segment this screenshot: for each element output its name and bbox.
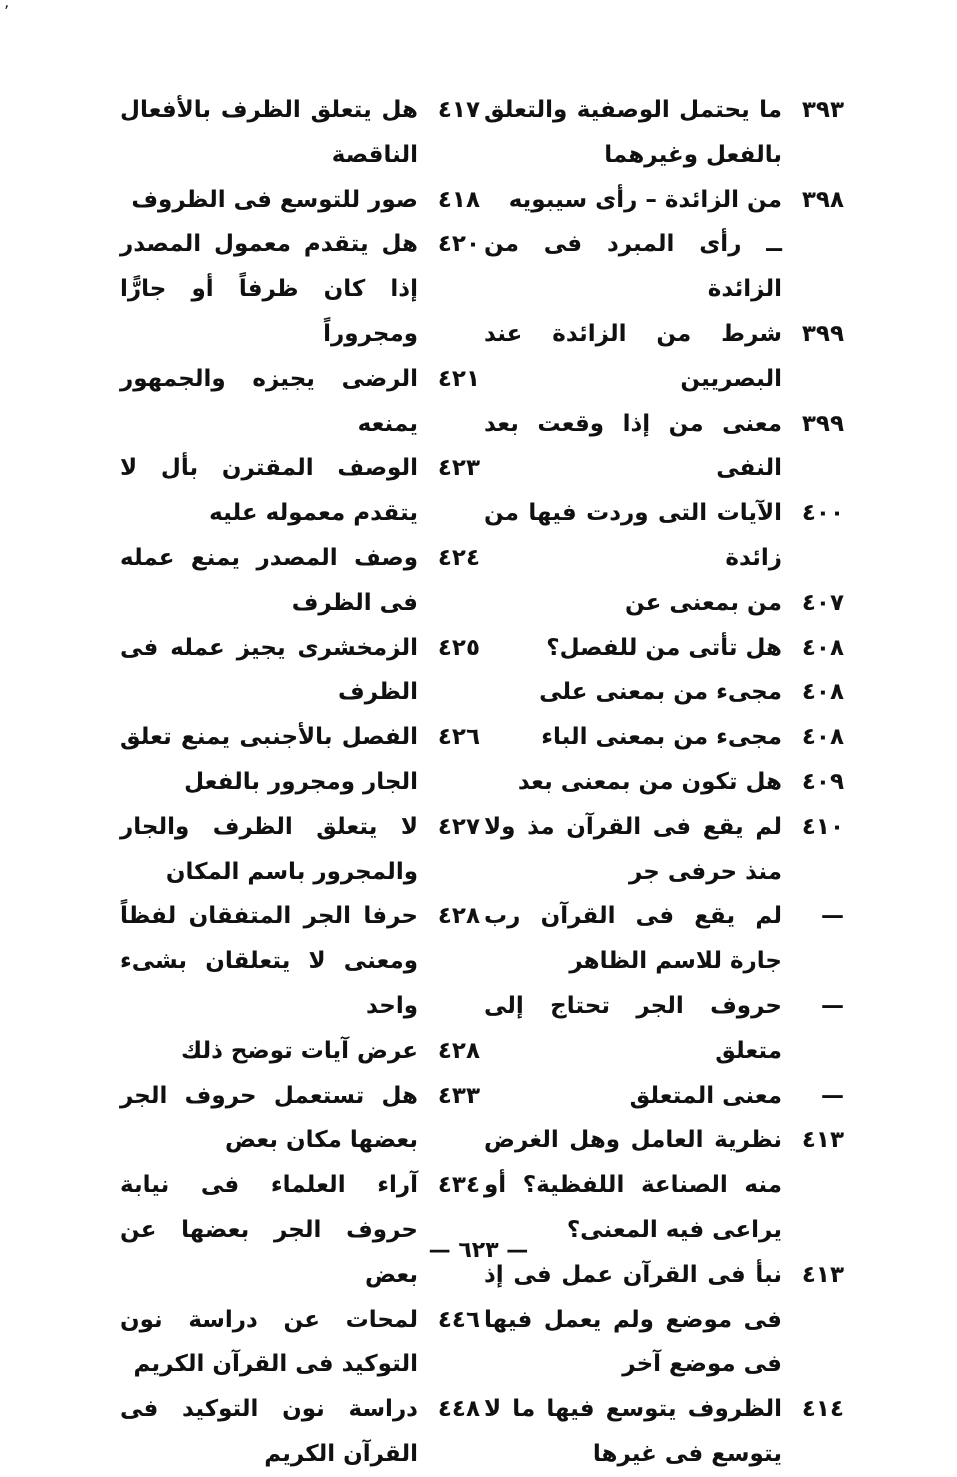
entry-title: دراسة نون التوكيد فى القرآن الكريم	[120, 1396, 418, 1467]
index-entry	[120, 1298, 480, 1388]
entry-page-number: ٣٩٩	[801, 320, 844, 347]
entry-page-number: ٤٢٣	[437, 455, 480, 482]
entry-title: الآيات التى وردت فيها من زائدة	[484, 500, 782, 571]
index-entry	[484, 626, 844, 671]
entry-page-number: ٤٣٤	[437, 1172, 480, 1199]
entry-page-number: ٤١٤	[801, 1396, 844, 1423]
entry-page-number: ٤٣٣	[437, 1082, 480, 1109]
index-entry	[120, 805, 480, 895]
entry-title: شرط من الزائدة عند البصريين	[484, 320, 782, 392]
entry-title: صور للتوسع فى الظروف	[131, 186, 418, 213]
index-entry	[120, 715, 480, 805]
entry-page-number: ٣٩٣	[801, 97, 844, 123]
entry-page-number: ٤١٠	[801, 813, 844, 840]
entry-page-number: ٤٠٧	[801, 589, 844, 616]
index-entry	[484, 760, 844, 805]
corner-mark: ʼ	[4, 2, 10, 21]
index-entry	[484, 222, 844, 312]
entry-page-number: ٤٢٨	[437, 903, 480, 930]
index-entry	[120, 1163, 480, 1297]
entry-page-number: ٤٢١	[437, 365, 480, 392]
index-entry	[484, 1074, 844, 1119]
index-entry	[120, 178, 480, 223]
entry-title: عرض آيات توضح ذلك	[181, 1037, 418, 1064]
entry-title: لا يتعلق الظرف والجار والمجرور باسم المكان	[120, 813, 418, 885]
entry-title: لم يقع فى القرآن رب جارة للاسم الظاهر	[484, 903, 782, 975]
index-entry	[484, 402, 844, 492]
index-entry	[484, 1387, 844, 1477]
index-entry	[484, 491, 844, 581]
index-entry	[484, 670, 844, 715]
entry-title: معنى المتعلق	[629, 1082, 782, 1109]
index-entry	[484, 581, 844, 626]
entry-page-number: ٤١٣	[801, 1261, 844, 1288]
entry-title: الرضى يجيزه والجمهور يمنعه	[120, 365, 418, 437]
index-entry	[120, 894, 480, 1028]
entry-page-number: ٤٢٨	[437, 1037, 480, 1064]
entry-title: آراء العلماء فى نيابة حروف الجر بعضها عن بعض	[120, 1172, 418, 1288]
entry-page-number: ٤٢٤	[437, 544, 480, 571]
index-entry	[484, 1118, 844, 1252]
entry-page-number: ٤٤٦	[437, 1306, 480, 1333]
entry-title: لمحات عن دراسة نون التوكيد فى القرآن الكريم	[120, 1306, 418, 1378]
entry-title: هل يتقدم معمول المصدر إذا كان ظرفاً أو جارًّا ومجروراً	[120, 231, 418, 347]
entry-page-number: ٣٩٨	[801, 186, 844, 213]
index-entry	[120, 1029, 480, 1074]
index-entry	[120, 222, 480, 356]
entry-title: لم يقع فى القرآن مذ ولا منذ حرفى جر	[484, 813, 782, 885]
entry-title: معنى من إذا وقعت بعد النفى	[484, 410, 782, 482]
entry-page-number: ٤٢٦	[437, 724, 480, 751]
entry-title: حرفا الجر المتفقان لفظاً ومعنى لا يتعلقان بشىء واحد	[120, 903, 418, 1019]
index-entry	[120, 446, 480, 536]
left-index-column	[120, 88, 480, 1477]
entry-page-number: —	[821, 992, 844, 1019]
entry-page-number: ٤١٨	[437, 186, 480, 213]
index-entry	[484, 805, 844, 895]
entry-title: هل يتعلق الظرف بالأفعال الناقصة	[120, 97, 418, 168]
entry-title: الفصل بالأجنبى يمنع تعلق الجار ومجرور بالفعل	[120, 724, 418, 795]
index-entry	[120, 536, 480, 626]
index-entry	[120, 626, 480, 716]
index-entry	[484, 178, 844, 223]
entry-title: ــ رأى المبرد فى من الزائدة	[484, 231, 782, 303]
entry-page-number: —	[821, 903, 844, 930]
entry-title: الوصف المقترن بأل لا يتقدم معموله عليه	[120, 455, 418, 527]
index-entry	[120, 357, 480, 447]
index-entry	[484, 88, 844, 178]
entry-page-number: ٤٢٥	[437, 634, 480, 661]
entry-title: هل تكون من بمعنى بعد	[517, 768, 782, 795]
entry-title: الزمخشرى يجيز عمله فى الظرف	[120, 634, 418, 706]
index-entry	[120, 1074, 480, 1164]
entry-title: من الزائدة – رأى سيبويه	[508, 186, 782, 213]
entry-page-number: —	[821, 1082, 844, 1109]
entry-title: وصف المصدر يمنع عمله فى الظرف	[120, 544, 418, 616]
index-entry	[484, 1253, 844, 1387]
entry-title: ما يحتمل الوصفية والتعلق بالفعل وغيرهما	[484, 97, 782, 168]
entry-page-number: ٤١٣	[801, 1127, 844, 1154]
entry-page-number: ٤٠٠	[801, 500, 844, 527]
entry-page-number: ٤٠٨	[801, 724, 844, 751]
entry-title: هل تأتى من للفصل؟	[546, 634, 782, 661]
entry-page-number: ٣٩٩	[801, 410, 844, 437]
index-entry	[120, 1387, 480, 1477]
entry-page-number: ٤١٧	[437, 97, 480, 123]
entry-page-number: ٤٤٨	[437, 1396, 480, 1423]
entry-page-number: ٤٠٩	[801, 768, 844, 795]
entry-title: هل تستعمل حروف الجر بعضها مكان بعض	[120, 1082, 418, 1154]
index-entry	[484, 894, 844, 984]
entry-title: نظرية العامل وهل الغرض منه الصناعة اللفظية؟ أو يراعى فيه المعنى؟	[484, 1127, 782, 1243]
entry-page-number: ٤٢٧	[437, 813, 480, 840]
entry-page-number: ٤٠٨	[801, 634, 844, 661]
entry-page-number: ٤٠٨	[801, 679, 844, 706]
entry-title: مجىء من بمعنى على	[539, 679, 782, 706]
index-entry	[120, 88, 480, 178]
entry-title: من بمعنى عن	[624, 589, 782, 616]
index-entry	[484, 715, 844, 760]
entry-title: نبأ فى القرآن عمل فى إذ فى موضع ولم يعمل فيها فى موضع آخر	[484, 1261, 782, 1378]
index-entry	[484, 984, 844, 1074]
index-entry	[484, 312, 844, 402]
entry-title: الظروف يتوسع فيها ما لا يتوسع فى غيرها	[484, 1396, 782, 1467]
entry-title: حروف الجر تحتاج إلى متعلق	[484, 992, 782, 1064]
entry-page-number: ٤٢٠	[437, 231, 480, 258]
entry-title: مجىء من بمعنى الباء	[541, 724, 782, 751]
right-index-column	[484, 88, 844, 1477]
page-number: — ٦٢٣ —	[428, 1238, 529, 1263]
